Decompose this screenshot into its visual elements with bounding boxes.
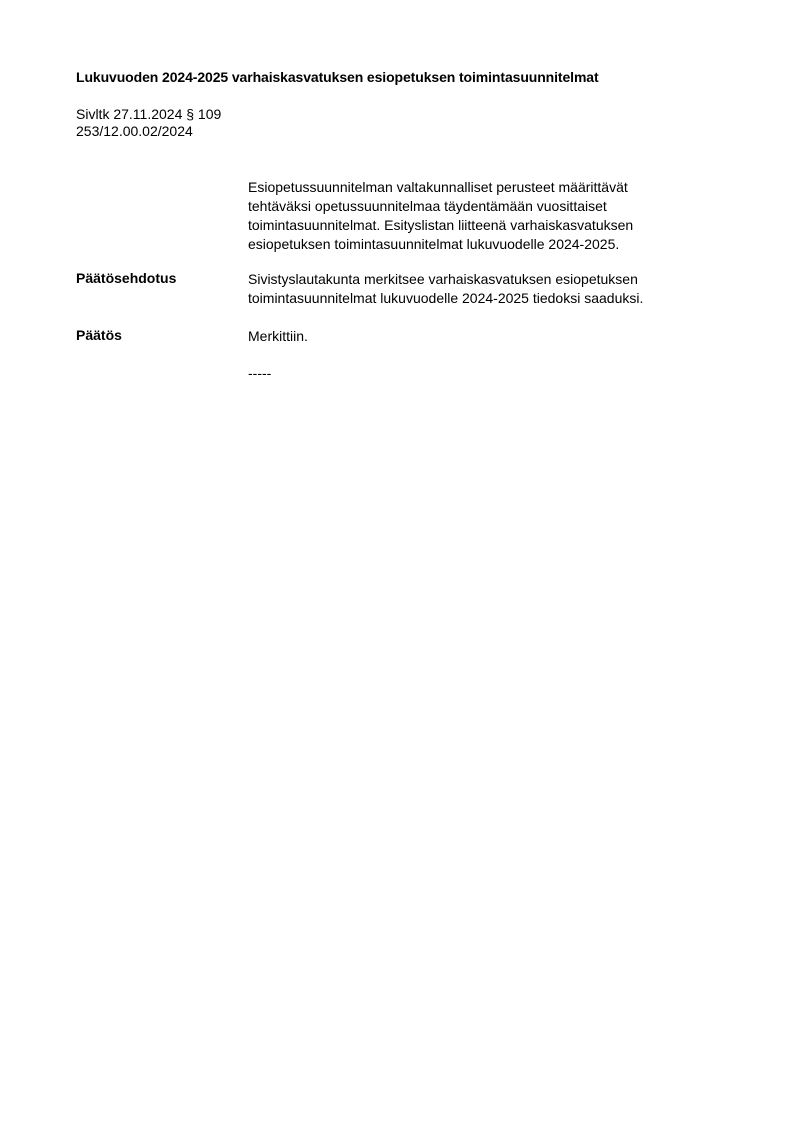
end-marker-section: [248, 364, 718, 383]
decision-label: Päätös: [76, 327, 122, 343]
proposal-section: [248, 270, 718, 308]
background-line: tehtäväksi opetussuunnitelmaa täydentämään vuosittaiset: [248, 198, 607, 214]
end-marker: -----: [248, 365, 272, 381]
document-title: Lukuvuoden 2024-2025 varhaiskasvatuksen esiopetuksen toimintasuunnitelmat: [76, 69, 599, 85]
background-section: [248, 178, 718, 254]
proposal-line: toimintasuunnitelmat lukuvuodelle 2024-2025 tiedoksi saaduksi.: [248, 290, 644, 306]
document-meta: [76, 106, 221, 140]
background-line: esiopetuksen toimintasuunnitelmat lukuvuodelle 2024-2025.: [248, 236, 620, 252]
proposal-line: Sivistyslautakunta merkitsee varhaiskasvatuksen esiopetuksen: [248, 271, 638, 287]
decision-section: [248, 327, 718, 346]
meeting-reference: Sivltk 27.11.2024 § 109: [76, 106, 222, 122]
decision-text: Merkittiin.: [248, 328, 308, 344]
background-line: toimintasuunnitelmat. Esityslistan liitteenä varhaiskasvatuksen: [248, 217, 634, 233]
proposal-label: Päätösehdotus: [76, 270, 177, 286]
diary-number: 253/12.00.02/2024: [76, 123, 193, 139]
background-line: Esiopetussuunnitelman valtakunnalliset perusteet määrittävät: [248, 179, 628, 195]
